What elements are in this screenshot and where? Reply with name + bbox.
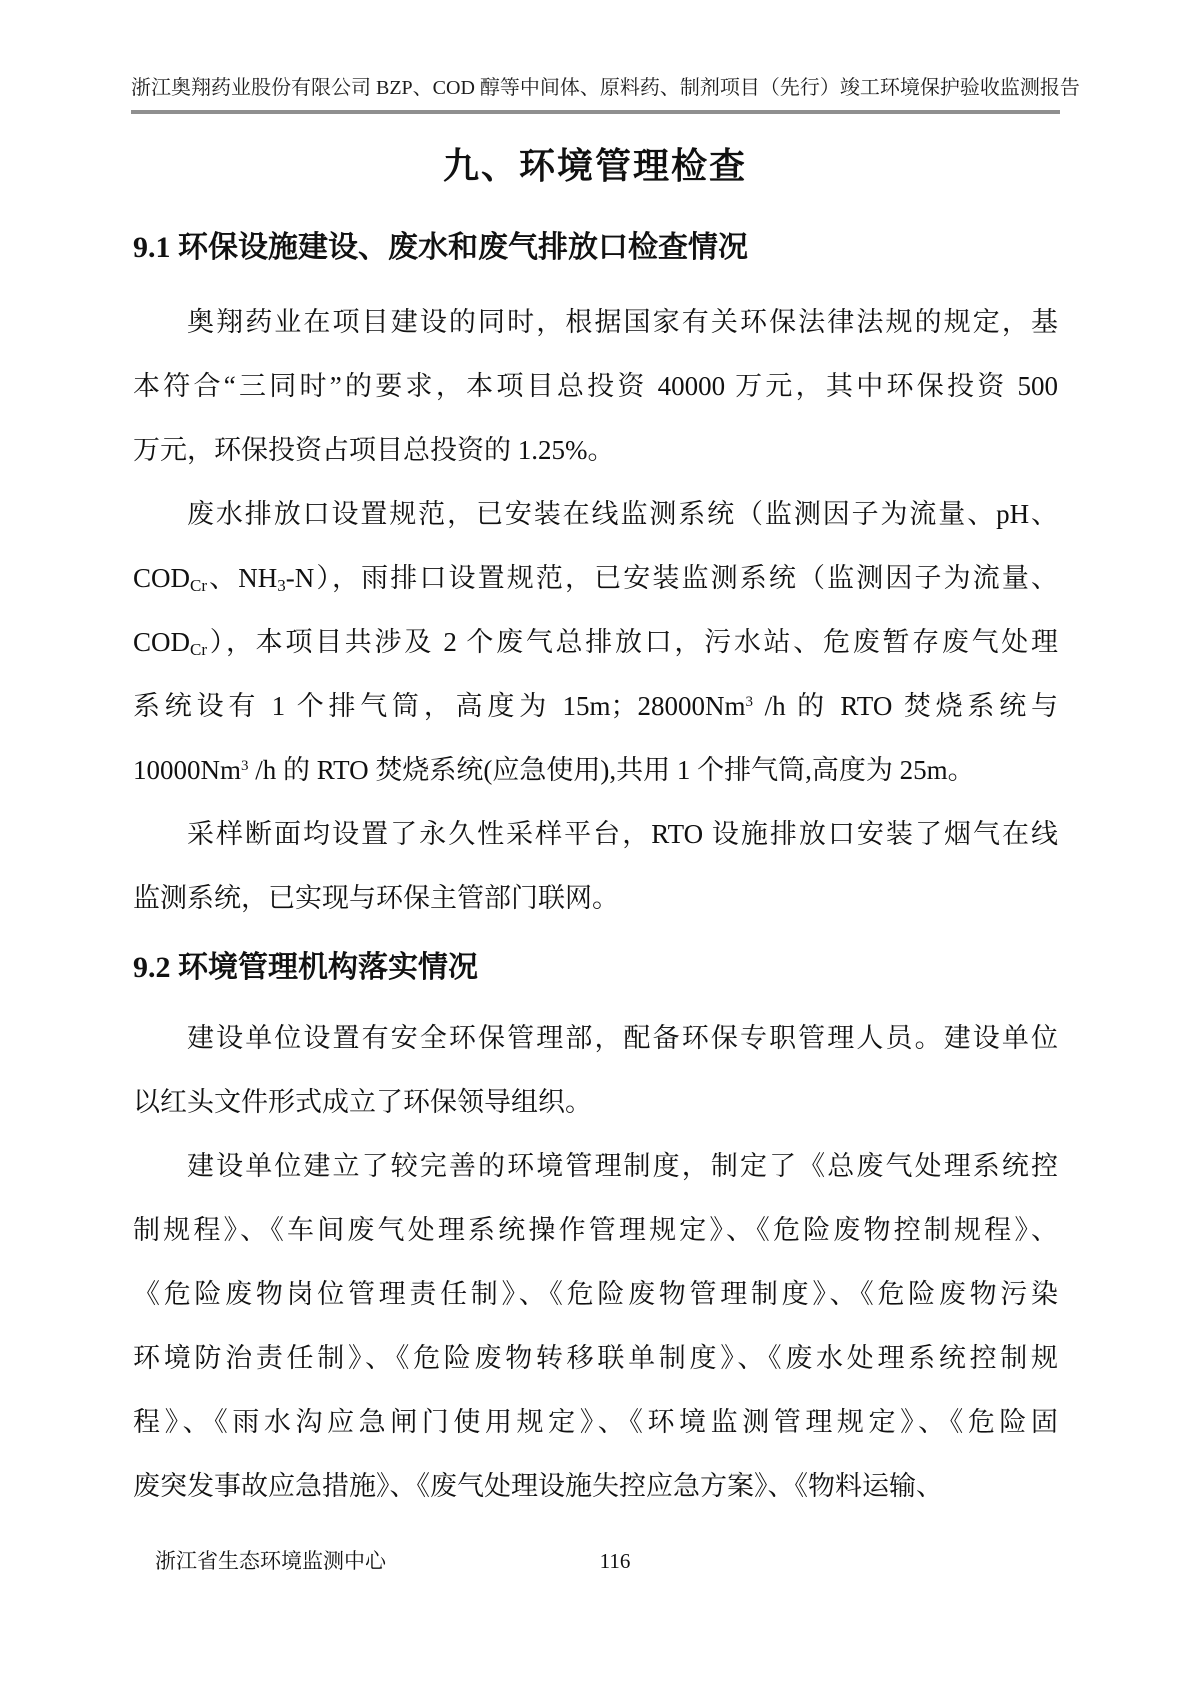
page-header	[131, 0, 1080, 114]
text-line: 废水排放口设置规范，已安装在线监测系统（监测因子为流量、pH、	[187, 499, 1058, 529]
text-line: $COD_{Cr}$、$NH_3-N$），雨排口设置规范，已安装监测系统（监测因子为流量、	[133, 563, 1058, 595]
section-heading: 9.2 环境管理机构落实情况	[133, 951, 478, 984]
header-title: 浙江奥翔药业股份有限公司 BZP、COD 醇等中间体、原料药、制剂项目（先行）竣工环境保护验收监测报告	[131, 77, 1080, 99]
document-body	[133, 228, 1058, 1518]
text-line: 采样断面均设置了永久性采样平台，RTO 设施排放口安装了烟气在线	[187, 819, 1058, 849]
text-line: 《危险废物岗位管理责任制》、《危险废物管理制度》、《危险废物污染	[133, 1279, 1058, 1309]
text-line: 本符合“三同时”的要求，本项目总投资 40000 万元，其中环保投资 500	[133, 371, 1058, 401]
paragraph	[133, 1134, 1058, 1518]
text-line: 万元，环保投资占项目总投资的 1.25%。	[133, 435, 615, 465]
footer-organization: 浙江省生态环境监测中心	[155, 1549, 386, 1573]
text-line: 建设单位建立了较完善的环境管理制度，制定了《总废气处理系统控	[187, 1151, 1058, 1181]
footer-page-number: 116	[599, 1549, 631, 1573]
section-heading: 9.1 环保设施建设、废水和废气排放口检查情况	[133, 231, 748, 264]
header-divider	[131, 110, 1060, 114]
paragraph	[133, 1006, 1058, 1134]
text-line: 建设单位设置有安全环保管理部，配备环保专职管理人员。建设单位	[187, 1023, 1058, 1053]
text-line: $COD_{Cr}$），本项目共涉及 2 个废气总排放口，污水站、危废暂存废气处理	[133, 627, 1058, 659]
page-footer	[0, 1546, 1190, 1576]
text-line: 以红头文件形式成立了环保领导组织。	[133, 1087, 592, 1117]
text-line: 环境防治责任制》、《危险废物转移联单制度》、《废水处理系统控制规	[133, 1343, 1058, 1373]
text-line: 废突发事故应急措施》、《废气处理设施失控应急方案》、《物料运输、	[133, 1471, 943, 1501]
text-line: 监测系统，已实现与环保主管部门联网。	[133, 883, 619, 913]
paragraph	[133, 290, 1058, 482]
paragraph	[133, 802, 1058, 930]
text-line: 系统设有 1 个排气筒，高度为 15m；28000Nm$^3$ /h 的 RTO 焚烧系统与	[133, 691, 1058, 721]
page-title: 九、环境管理检查	[442, 146, 747, 186]
text-line: 10000Nm$^3$ /h 的 RTO 焚烧系统(应急使用),共用 1 个排气筒,高度为 25m。	[133, 755, 975, 785]
text-line: 奥翔药业在项目建设的同时，根据国家有关环保法律法规的规定，基	[187, 307, 1058, 337]
paragraph	[133, 482, 1058, 802]
text-line: 制规程》、《车间废气处理系统操作管理规定》、《危险废物控制规程》、	[133, 1215, 1058, 1245]
text-line: 程》、《雨水沟应急闸门使用规定》、《环境监测管理规定》、《危险固	[133, 1407, 1058, 1437]
